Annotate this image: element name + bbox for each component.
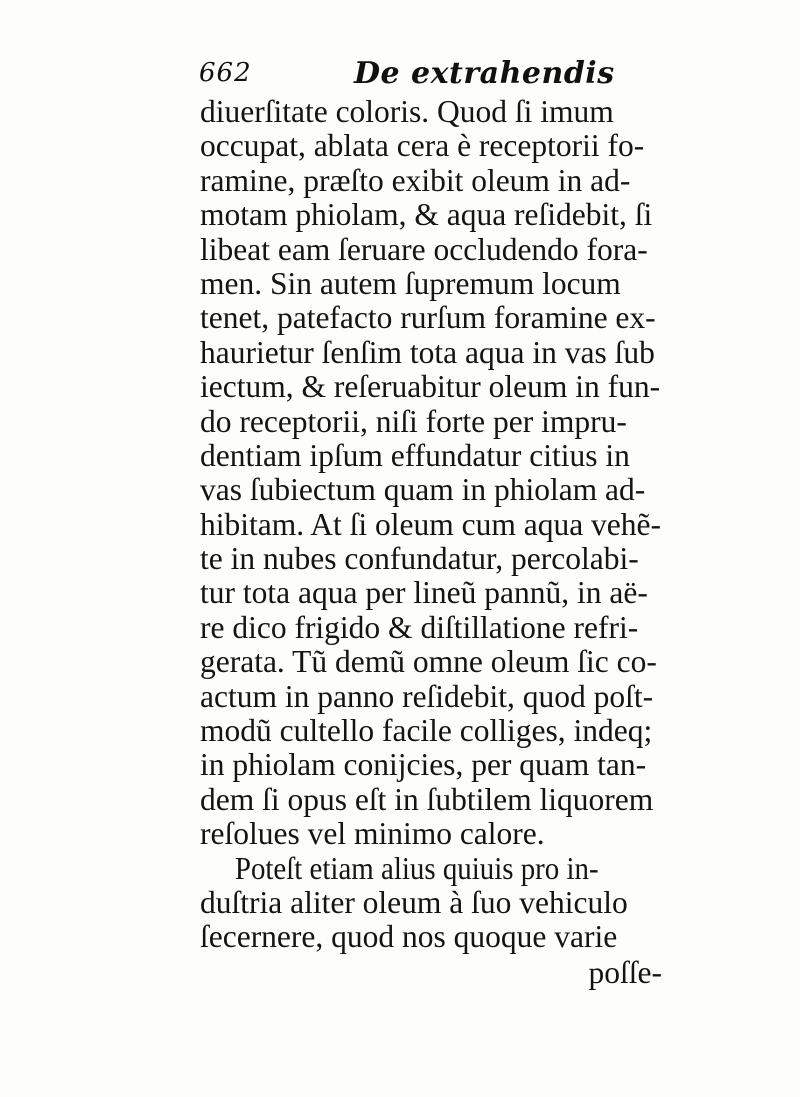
text-line: libeat eam ſeruare occludendo fora- bbox=[200, 231, 648, 267]
text-line: te in nubes confundatur, percolabi- bbox=[200, 541, 639, 577]
body-text bbox=[200, 95, 662, 991]
text-line: men. Sin autem ſupremum locum bbox=[200, 265, 621, 301]
text-line: hibitam. At ſi oleum cum aqua vehẽ- bbox=[200, 506, 662, 542]
page-number: 662 bbox=[199, 58, 252, 88]
text-line: motam phiolam, & aqua reſidebit, ſi bbox=[200, 197, 653, 233]
text-line: haurietur ſenſim tota aqua in vas ſub bbox=[200, 334, 655, 370]
text-line: dentiam ipſum effundatur citius in bbox=[200, 437, 630, 473]
text-line: do receptorii, niſi forte per impru- bbox=[200, 403, 627, 439]
catchword: poſſe- bbox=[588, 954, 662, 990]
text-line: ſecernere, quod nos quoque varie bbox=[200, 919, 618, 955]
text-line: modũ cultello facile colliges, indeq; bbox=[200, 713, 653, 749]
text-line: dem ſi opus eſt in ſubtilem liquorem bbox=[200, 781, 654, 817]
text-line: vas ſubiectum quam in phiolam ad- bbox=[200, 472, 646, 508]
text-line: duſtria aliter oleum à ſuo vehiculo bbox=[200, 884, 628, 920]
text-line: re dico frigido & diſtillatione refri- bbox=[200, 609, 639, 645]
text-line: ramine, præſto exibit oleum in ad- bbox=[200, 162, 631, 198]
page-header bbox=[199, 52, 659, 92]
text-line: tenet, patefacto rurſum foramine ex- bbox=[200, 300, 656, 336]
text-line: actum in panno reſidebit, quod poſt- bbox=[200, 678, 654, 714]
text-line: diuerſitate coloris. Quod ſi imum bbox=[200, 94, 614, 129]
text-line: occupat, ablata cera è receptorii fo- bbox=[200, 128, 645, 164]
text-line: in phiolam conijcies, per quam tan- bbox=[200, 747, 647, 783]
paragraph-start-line: Poteſt etiam alius quiuis pro in- bbox=[234, 850, 599, 886]
text-line: gerata. Tũ demũ omne oleum ſic co- bbox=[200, 644, 657, 680]
text-line: tur tota aqua per lineũ pannũ, in aë- bbox=[200, 575, 648, 611]
running-head: De extrahendis bbox=[354, 56, 615, 91]
text-line: reſolues vel minimo calore. bbox=[200, 816, 545, 852]
text-line: iectum, & reſeruabitur oleum in fun- bbox=[200, 369, 661, 405]
